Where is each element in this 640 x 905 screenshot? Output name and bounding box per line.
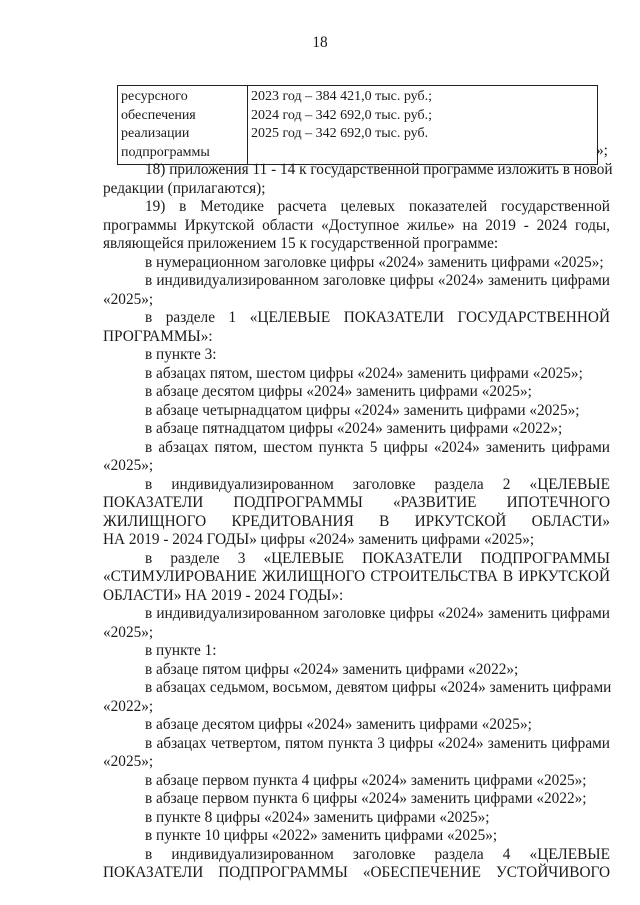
text-line: в разделе 3 «ЦЕЛЕВЫЕ ПОКАЗАТЕЛИ ПОДПРОГРАММЫ: [145, 550, 610, 567]
text-line: в абзацах пятом, шестом цифры «2024» заменить цифрами «2025»;: [145, 365, 583, 382]
text-line: ОБЛАСТИ» НА 2019 - 2024 ГОДЫ»:: [103, 587, 344, 604]
text-line: в абзаце десятом цифры «2024» заменить цифрами «2025»;: [145, 716, 532, 733]
text-line: в пункте 3:: [145, 346, 217, 363]
table-row: [118, 86, 598, 165]
text-line: ПРОГРАММЫ»:: [103, 328, 213, 345]
text-line: «2022»;: [103, 698, 154, 715]
resource-table: [117, 85, 598, 165]
text-line: в индивидуализированном заголовке раздела 2 «ЦЕЛЕВЫЕ: [145, 476, 610, 493]
table-value-line: 2023 год – 384 421,0 тыс. руб.;: [251, 89, 432, 104]
text-line: в разделе 1 «ЦЕЛЕВЫЕ ПОКАЗАТЕЛИ ГОСУДАРСТВЕННОЙ: [145, 309, 610, 326]
text-line: в индивидуализированном заголовке цифры «2024» заменить цифрами: [145, 272, 610, 289]
text-line: в абзацах пятом, шестом пункта 5 цифры «2024» заменить цифрами: [145, 439, 610, 456]
table-label-line: обеспечения: [121, 107, 196, 123]
text-line: в абзаце десятом цифры «2024» заменить цифрами «2025»;: [145, 383, 532, 400]
text-line: ПОКАЗАТЕЛИ ПОДПРОГРАММЫ «ОБЕСПЕЧЕНИЕ УСТОЙЧИВОГО: [103, 864, 610, 881]
table-value-line: 2025 год – 342 692,0 тыс. руб.: [251, 126, 429, 142]
text-line: в абзаце пятнадцатом цифры «2024» заменить цифрами «2022»;: [145, 420, 563, 437]
page-number: 18: [312, 34, 328, 51]
text-line: «2025»;: [103, 291, 154, 308]
text-line: «СТИМУЛИРОВАНИЕ ЖИЛИЩНОГО СТРОИТЕЛЬСТВА В ИРКУТСКОЙ: [103, 568, 610, 585]
table-label-line: реализации: [121, 126, 190, 142]
text-line: «2025»;: [103, 624, 154, 641]
text-line: «2025»;: [103, 753, 154, 770]
text-line: ПОКАЗАТЕЛИ ПОДПРОГРАММЫ «РАЗВИТИЕ ИПОТЕЧНОГО: [103, 494, 610, 511]
text-line: в пункте 8 цифры «2024» заменить цифрами «2025»;: [145, 809, 490, 826]
text-line: в абзаце первом пункта 6 цифры «2024» заменить цифрами «2022»;: [145, 790, 587, 807]
text-line: 18) приложения 11 - 14 к государственной программе изложить в новой: [145, 161, 613, 178]
text-line: НА 2019 - 2024 ГОДЫ» цифры «2024» заменить цифрами «2025»;: [103, 531, 535, 548]
table-value-line: 2024 год – 342 692,0 тыс. руб.;: [251, 107, 432, 123]
text-line: в абзацах четвертом, пятом пункта 3 цифры «2024» заменить цифрами: [145, 735, 610, 752]
text-line: ЖИЛИЩНОГО КРЕДИТОВАНИЯ В ИРКУТСКОЙ ОБЛАСТИ»: [103, 513, 610, 530]
table-label-cell: [118, 86, 248, 165]
table-label-line: подпрограммы: [121, 144, 210, 160]
text-line: «2025»;: [103, 457, 154, 474]
text-line: в пункте 1:: [145, 642, 217, 659]
text-line: 19) в Методике расчета целевых показателей государственной: [145, 198, 610, 215]
text-line: в абзаце первом пункта 4 цифры «2024» заменить цифрами «2025»;: [145, 772, 587, 789]
text-line: в абзаце пятом цифры «2024» заменить цифрами «2022»;: [145, 661, 519, 678]
table-closing-quote: »;: [596, 142, 608, 159]
text-line: в индивидуализированном заголовке раздела 4 «ЦЕЛЕВЫЕ: [145, 846, 610, 863]
text-line: редакции (прилагаются);: [103, 180, 266, 197]
text-line: являющейся приложением 15 к государственной программе:: [103, 235, 499, 252]
table-value-cell: [248, 86, 598, 165]
table-label-line: ресурсного: [121, 89, 188, 104]
text-line: в нумерационном заголовке цифры «2024» заменить цифрами «2025»;: [145, 254, 604, 271]
text-line: в индивидуализированном заголовке цифры «2024» заменить цифрами: [145, 605, 610, 622]
text-line: в пункте 10 цифры «2022» заменить цифрами «2025»;: [145, 827, 498, 844]
text-line: в абзацах седьмом, восьмом, девятом цифры «2024» заменить цифрами: [145, 679, 612, 696]
text-line: программы Иркутской области «Доступное жилье» на 2019 - 2024 годы,: [103, 217, 610, 234]
text-line: в абзаце четырнадцатом цифры «2024» заменить цифрами «2025»;: [145, 402, 580, 419]
